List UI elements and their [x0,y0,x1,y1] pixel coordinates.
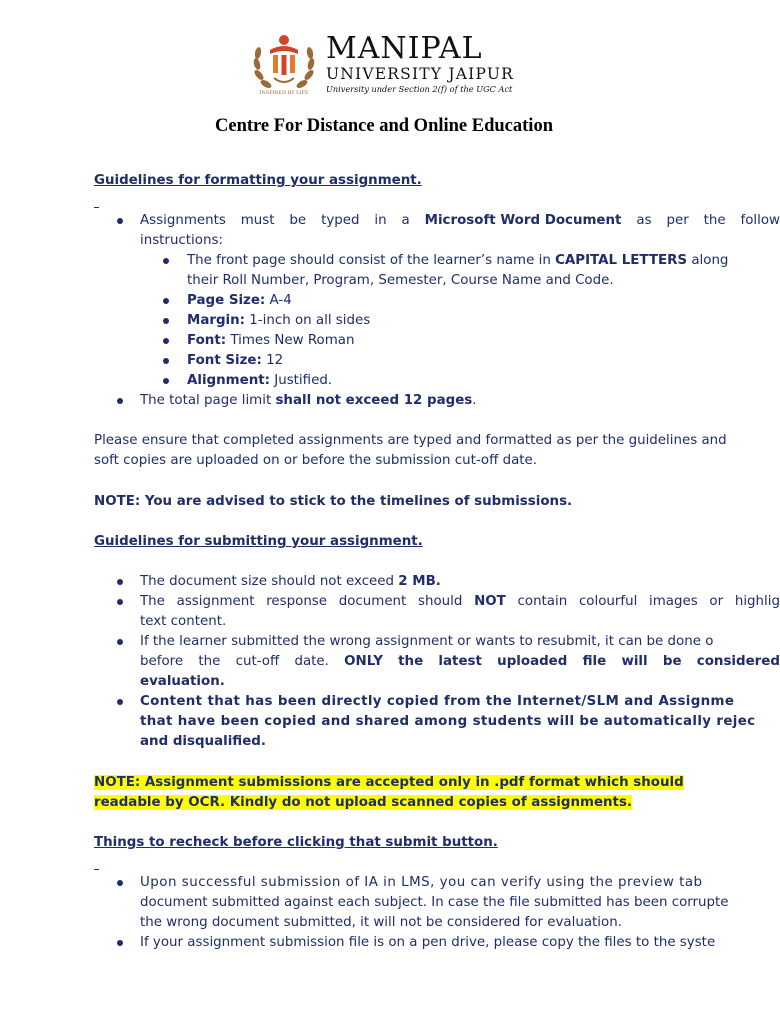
note-pdf-format-continuation: readable by OCR. Kindly do not upload scanned copies of assignments. [94,795,633,810]
list-item-continuation: the wrong document submitted, it will not be considered for evaluation. [140,915,622,930]
empty-line-marker [94,869,99,870]
sub-list-item: Font: Times New Roman [187,333,355,348]
section-heading-submitting: Guidelines for submitting your assignment. [94,534,423,549]
list-item-continuation: that have been copied and shared among students will be automatically rejec [140,714,756,729]
sub-list-item: Margin: 1-inch on all sides [187,313,371,328]
sub-list-item: Font Size: 12 [187,353,284,368]
list-item-continuation: text content. [140,614,227,629]
bullet-icon [163,378,169,384]
list-item-continuation: before the cut-off date. ONLY the latest uploaded file will be considered [140,654,780,669]
bullet-icon [163,298,169,304]
list-item: Assignments must be typed in a Microsoft Word Document as per the follow [140,213,780,228]
note-pdf-format: NOTE: Assignment submissions are accepted only in .pdf format which should [94,775,684,790]
brand-text [326,31,514,95]
bullet-icon [117,218,123,224]
brand-subtitle: UNIVERSITY JAIPUR [326,65,514,83]
sub-list-item: Alignment: Justified. [187,373,333,388]
paragraph-line: Please ensure that completed assignments are typed and formatted as per the guidelines and [94,433,727,448]
emblem-icon [248,28,320,96]
paragraph-line: soft copies are uploaded on or before the submission cut-off date. [94,453,538,468]
list-item-continuation: evaluation. [140,674,225,689]
section-heading-formatting: Guidelines for formatting your assignment. [94,173,422,188]
bullet-icon [117,699,123,705]
section-heading-recheck: Things to recheck before clicking that submit button. [94,835,498,850]
bullet-icon [117,579,123,585]
sub-list-item-continuation: their Roll Number, Program, Semester, Course Name and Code. [187,273,614,288]
list-item: Content that has been directly copied from the Internet/SLM and Assignme [140,694,735,709]
bullet-icon [117,639,123,645]
bullet-icon [163,338,169,344]
list-item: The total page limit shall not exceed 12 pages. [140,393,477,408]
sub-list-item: The front page should consist of the learner’s name in CAPITAL LETTERS along [187,253,729,268]
bullet-icon [163,318,169,324]
bullet-icon [117,599,123,605]
list-item-continuation: instructions: [140,233,223,248]
list-item: Upon successful submission of IA in LMS, you can verify using the preview tab [140,875,703,890]
list-item-continuation: document submitted against each subject. In case the file submitted has been corrupte [140,895,729,910]
bullet-icon [117,398,123,404]
empty-line-marker [94,207,99,208]
svg-text:INSPIRED BY LIFE: INSPIRED BY LIFE [259,90,309,96]
page-title: Centre For Distance and Online Education [215,116,553,136]
list-item: The document size should not exceed 2 MB. [140,574,441,589]
list-item: If your assignment submission file is on a pen drive, please copy the files to the syste [140,935,716,950]
list-item: The assignment response document should NOT contain colourful images or highlig [140,594,780,609]
note-timelines: NOTE: You are advised to stick to the timelines of submissions. [94,494,573,509]
university-logo [248,28,538,98]
bullet-icon [117,880,123,886]
bullet-icon [163,258,169,264]
list-item-continuation: and disqualified. [140,734,266,749]
brand-name: MANIPAL [326,31,483,66]
sub-list-item: Page Size: A-4 [187,293,292,308]
bullet-icon [117,940,123,946]
bullet-icon [163,358,169,364]
list-item: If the learner submitted the wrong assignment or wants to resubmit, it can be done o [140,634,714,649]
brand-tagline: University under Section 2(f) of the UGC Act [326,84,513,94]
